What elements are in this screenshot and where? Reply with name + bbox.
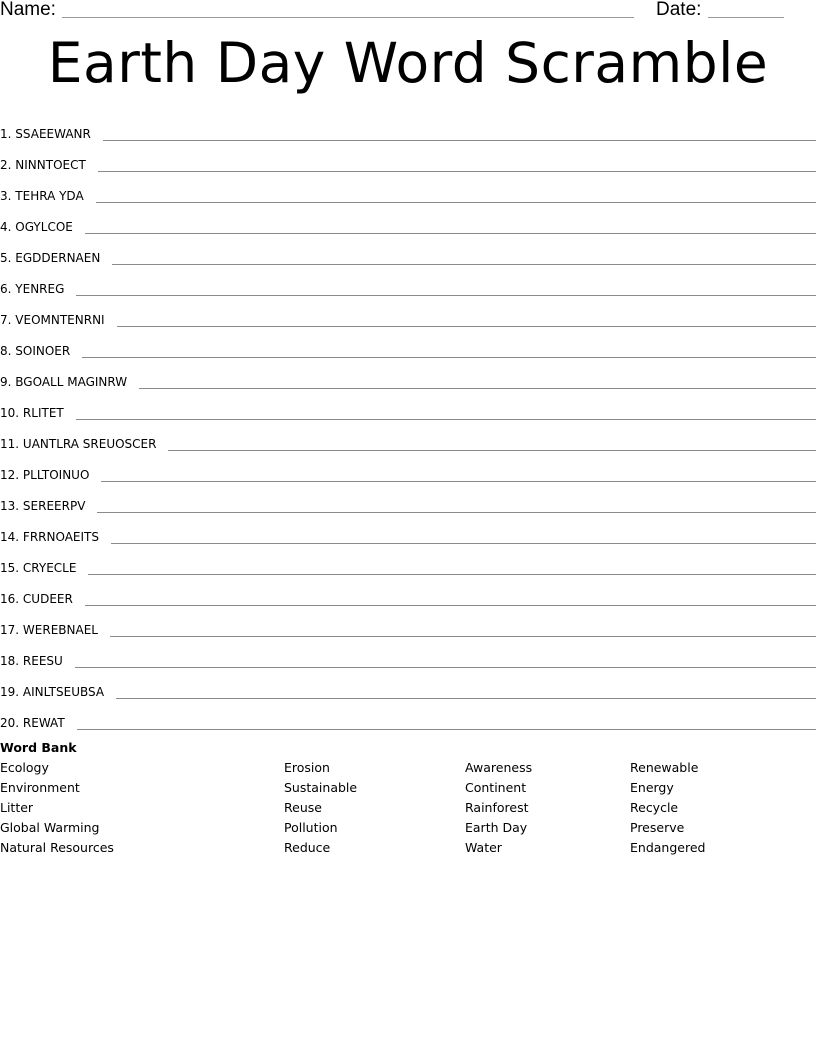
puzzle-row [0,483,816,514]
date-label: Date: [656,0,702,20]
word-bank-item: Global Warming [0,820,100,835]
puzzle-row [0,421,816,452]
scrambled-word: FRRNOAEITS [22,530,99,544]
puzzle-number: 8. [0,344,12,358]
scrambled-word: SSAEEWANR [15,127,91,141]
answer-line[interactable] [168,449,816,451]
word-bank-item: Continent [465,780,527,795]
answer-line[interactable] [101,480,816,482]
puzzle-row [0,328,816,359]
scrambled-word: EGDDERNAEN [15,251,101,265]
scrambled-word: AINLTSEUBSA [22,685,105,699]
puzzle-number: 12. [0,468,20,482]
scrambled-word: CUDEER [22,592,73,606]
word-bank-column [0,760,114,860]
puzzle-row [0,700,816,731]
word-bank-column [630,760,705,860]
puzzle-number: 9. [0,375,12,389]
puzzle-number: 1. [0,127,12,141]
puzzle-number: 17. [0,623,20,637]
puzzle-number: 5. [0,251,12,265]
answer-line[interactable] [82,356,816,358]
puzzle-row [0,297,816,328]
puzzle-number: 15. [0,561,20,575]
word-bank-item: Natural Resources [0,840,114,855]
scrambled-word: NINNTOECT [15,158,86,172]
puzzle-number: 6. [0,282,12,296]
puzzle-row [0,266,816,297]
scrambled-word: OGYLCOE [15,220,73,234]
puzzle-number: 13. [0,499,20,513]
puzzle-number: 20. [0,716,20,730]
scrambled-word: PLLTOINUO [22,468,90,482]
date-answer-line[interactable] [708,17,784,18]
puzzle-row [0,142,816,173]
answer-line[interactable] [75,666,816,668]
name-label: Name: [0,0,56,20]
puzzle-row [0,452,816,483]
word-bank-item: Preserve [630,820,685,835]
word-bank-item: Litter [0,800,34,815]
word-bank-title: Word Bank [0,740,77,755]
answer-line[interactable] [76,294,816,296]
word-bank [0,760,816,860]
word-bank-item: Water [465,840,502,855]
answer-line[interactable] [117,325,816,327]
puzzle-number: 18. [0,654,20,668]
puzzle-row [0,514,816,545]
puzzle-list [0,111,816,731]
word-bank-item: Endangered [630,840,706,855]
scrambled-word: SEREERPV [22,499,86,513]
puzzle-row [0,607,816,638]
scrambled-word: REESU [22,654,63,668]
answer-line[interactable] [103,139,816,141]
word-bank-column [465,760,532,860]
puzzle-number: 14. [0,530,20,544]
puzzle-row [0,111,816,142]
scrambled-word: REWAT [22,716,65,730]
answer-line[interactable] [96,201,816,203]
word-bank-item: Pollution [284,820,338,835]
answer-line[interactable] [77,728,816,730]
scrambled-word: SOINOER [15,344,71,358]
puzzle-number: 4. [0,220,12,234]
puzzle-number: 3. [0,189,12,203]
answer-line[interactable] [76,418,816,420]
answer-line[interactable] [139,387,816,389]
puzzle-row [0,669,816,700]
word-bank-item: Ecology [0,760,49,775]
scrambled-word: TEHRA YDA [15,189,84,203]
word-bank-item: Rainforest [465,800,529,815]
header-row [0,0,816,22]
scrambled-word: UANTLRA SREUOSCER [22,437,157,451]
page-title: Earth Day Word Scramble [47,31,769,95]
puzzle-row [0,173,816,204]
puzzle-row [0,204,816,235]
scrambled-word: BGOALL MAGINRW [15,375,128,389]
puzzle-row [0,576,816,607]
puzzle-number: 7. [0,313,12,327]
scrambled-word: WEREBNAEL [22,623,98,637]
answer-line[interactable] [97,511,816,513]
word-bank-item: Earth Day [465,820,528,835]
puzzle-number: 11. [0,437,20,451]
scrambled-word: RLITET [22,406,64,420]
puzzle-number: 2. [0,158,12,172]
word-bank-item: Recycle [630,800,679,815]
name-answer-line[interactable] [62,17,634,18]
answer-line[interactable] [98,170,816,172]
scrambled-word: YENREG [15,282,65,296]
scrambled-word: CRYECLE [22,561,77,575]
puzzle-row [0,545,816,576]
puzzle-number: 10. [0,406,20,420]
answer-line[interactable] [85,232,816,234]
puzzle-row [0,638,816,669]
word-bank-item: Erosion [284,760,330,775]
answer-line[interactable] [116,697,816,699]
puzzle-row [0,235,816,266]
word-bank-item: Environment [0,780,80,795]
answer-line[interactable] [111,542,816,544]
word-bank-item: Sustainable [284,780,358,795]
answer-line[interactable] [112,263,816,265]
puzzle-number: 19. [0,685,20,699]
answer-line[interactable] [88,573,816,575]
answer-line[interactable] [85,604,816,606]
word-bank-item: Awareness [465,760,533,775]
word-bank-item: Renewable [630,760,699,775]
word-bank-item: Energy [630,780,674,795]
word-bank-column [284,760,357,860]
scrambled-word: VEOMNTENRNI [15,313,105,327]
puzzle-row [0,359,816,390]
puzzle-row [0,390,816,421]
word-bank-item: Reduce [284,840,331,855]
answer-line[interactable] [110,635,816,637]
word-bank-item: Reuse [284,800,322,815]
puzzle-number: 16. [0,592,20,606]
